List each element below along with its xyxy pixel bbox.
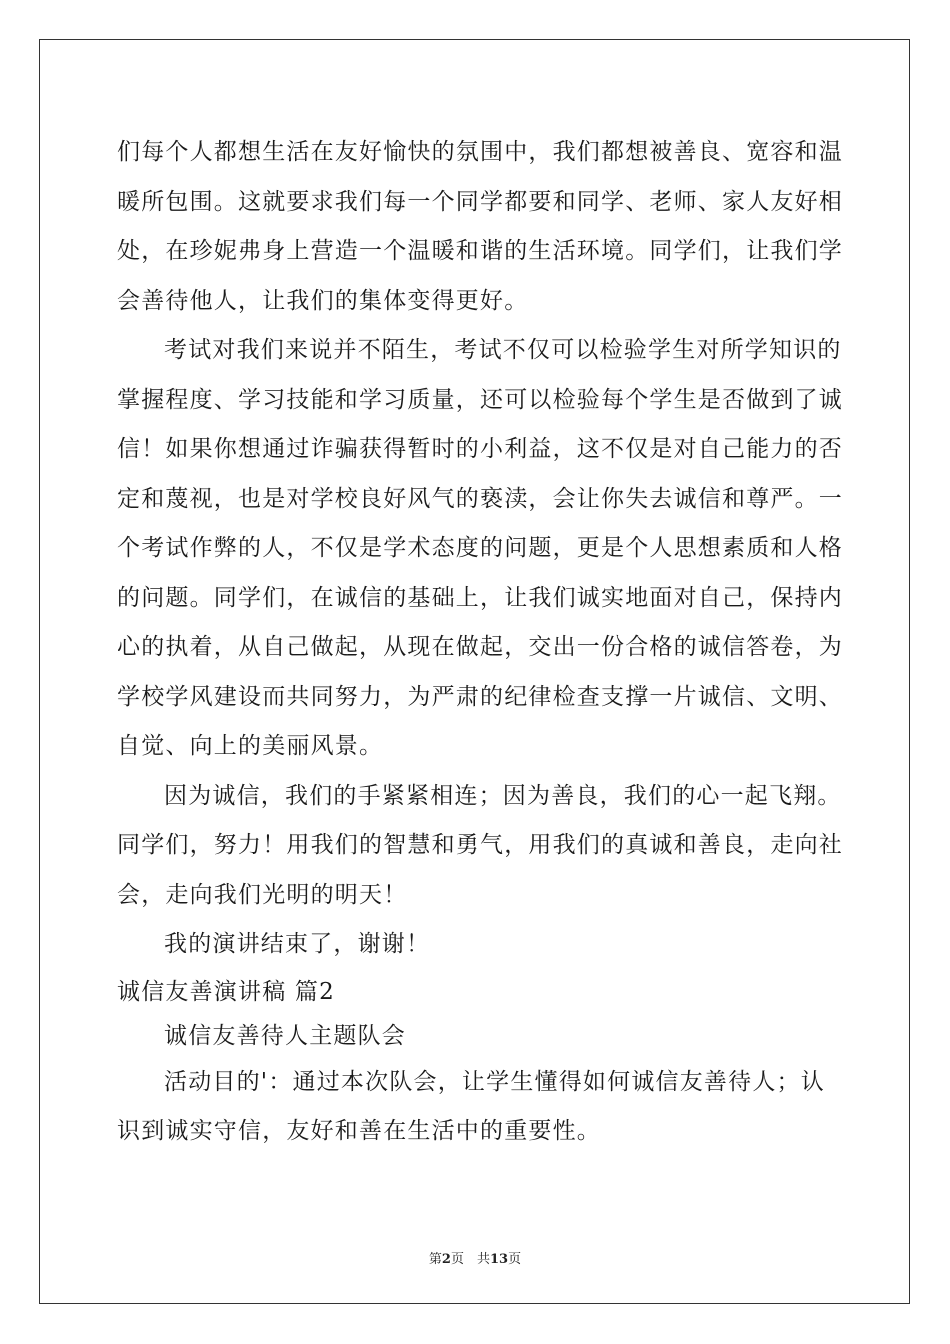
page-suffix: 页 — [508, 1252, 522, 1267]
section-heading: 诚信友善演讲稿 篇2 — [117, 978, 335, 1005]
paragraph-line: 定和蔑视，也是对学校良好风气的亵渎，会让你失去诚信和尊严。一 — [117, 485, 843, 512]
page-number-total: 13 — [489, 1252, 509, 1267]
paragraph-line: 们每个人都想生活在友好愉快的氛围中，我们都想被善良、宽容和温 — [117, 139, 843, 165]
paragraph-line: 暖所包围。这就要求我们每一个同学都要和同学、老师、家人友好相 — [117, 188, 843, 215]
paragraph-line: 心的执着，从自己做起，从现在做起，交出一份合格的诚信答卷，为 — [117, 634, 843, 660]
paragraph-line: 会善待他人，让我们的集体变得更好。 — [117, 287, 529, 314]
page-footer — [0, 1248, 950, 1267]
subheading: 诚信友善待人主题队会 — [164, 1022, 406, 1049]
paragraph-line: 个考试作弊的人，不仅是学术态度的问题，更是个人思想素质和人格 — [117, 535, 843, 561]
paragraph-line: 同学们，努力！用我们的智慧和勇气，用我们的真诚和善良，走向社 — [117, 832, 843, 858]
paragraph-line: 因为诚信，我们的手紧紧相连；因为善良，我们的心一起飞翔。 — [164, 782, 842, 809]
page-number-current: 2 — [441, 1252, 451, 1267]
paragraph-line: 的问题。同学们，在诚信的基础上，让我们诚实地面对自己，保持内 — [117, 584, 843, 611]
paragraph-line: 处，在珍妮弗身上营造一个温暖和谐的生活环境。同学们，让我们学 — [117, 238, 843, 264]
document-body — [117, 128, 843, 1157]
paragraph-line: 考试对我们来说并不陌生，考试不仅可以检验学生对所学知识的 — [164, 337, 842, 363]
page-prefix: 第 — [428, 1252, 442, 1267]
paragraph-line: 活动目的'：通过本次队会，让学生懂得如何诚信友善待人；认 — [164, 1068, 825, 1095]
paragraph-line: 识到诚实守信，友好和善在生活中的重要性。 — [117, 1118, 601, 1144]
paragraph-line: 我的演讲结束了，谢谢！ — [164, 931, 431, 957]
paragraph-line: 掌握程度、学习技能和学习质量，还可以检验每个学生是否做到了诚 — [117, 386, 843, 413]
paragraph-line: 自觉、向上的美丽风景。 — [117, 733, 384, 759]
paragraph-line: 会，走向我们光明的明天！ — [117, 881, 408, 908]
page-mid: 页 共 — [450, 1252, 490, 1267]
paragraph-line: 学校学风建设而共同努力，为严肃的纪律检查支撑一片诚信、文明、 — [117, 683, 843, 710]
paragraph-line: 信！如果你想通过诈骗获得暂时的小利益，这不仅是对自己能力的否 — [117, 436, 843, 462]
